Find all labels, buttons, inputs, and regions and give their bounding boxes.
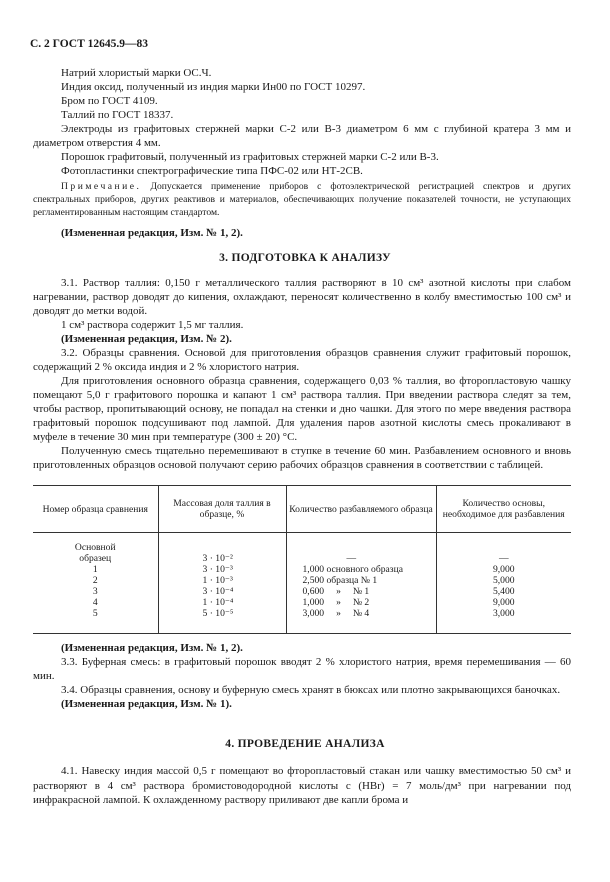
table-cell: 5 · 10⁻⁵ xyxy=(202,608,234,619)
table-cell: 5,000 xyxy=(492,575,515,586)
note-text: Допускается применение приборов с фотоэлектрической регистрацией спектров и других спектральных приборов, других реактивов и материалов, обеспечивающих получение показателей точности, не уступающих регламентированным настоящим стандартом. xyxy=(33,181,571,218)
table-header: Массовая доля таллия в образце, % xyxy=(158,486,286,533)
note-block xyxy=(33,180,571,219)
page-header: С. 2 ГОСТ 12645.9—83 xyxy=(30,38,149,50)
table-header: Количество разбавляемого образца xyxy=(286,486,436,533)
material-item: Фотопластинки спектрографические типа ПФС-02 или НТ-2СВ. xyxy=(61,165,363,177)
note-label: Примечание. xyxy=(61,181,142,192)
material-item: Электроды из графитовых стержней марки С-2 или В-3 диаметром 6 мм с глубиной кратера 3 мм и диаметром отверстия 4 мм. xyxy=(33,123,571,149)
paragraph-3-1: 3.1. Раствор таллия: 0,150 г металлического таллия растворяют в 10 см³ азотной кислоты при слабом нагревании, раствор доводят до кипения, охлаждают, переносят количественно в колбу вместимостью 100 см³ и доводят до метки водой. xyxy=(33,277,571,317)
table-cell: Основной xyxy=(74,542,116,553)
materials-list xyxy=(33,66,571,178)
material-item: Натрий хлористый марки ОС.Ч. xyxy=(61,67,212,79)
table-cell xyxy=(287,542,436,553)
table-cell: 0,600 » № 1 xyxy=(302,586,370,597)
table-cell: 2,500 образца № 1 xyxy=(302,575,378,586)
edit-note: (Измененная редакция, Изм. № 1). xyxy=(61,698,232,710)
edit-note: (Измененная редакция, Изм. № 1, 2). xyxy=(61,227,243,239)
table-cell: 4 xyxy=(92,597,98,608)
table-cell: — xyxy=(498,553,509,564)
samples-table xyxy=(33,485,571,634)
table-cell: 5 xyxy=(92,608,98,619)
table-cell: 9,000 xyxy=(492,597,515,608)
section-3-title: 3. ПОДГОТОВКА К АНАЛИЗУ xyxy=(219,252,391,264)
paragraph-4-1: 4.1. Навеску индия массой 0,5 г помещают во фторопластовый стакан или чашку вместимостью 50 см³ и растворяют в 4 см³ раствора бромистоводородной кислоты c (HBr) = 7 моль/дм³ при нагревании под инфракрасной лампой. К охлажденному раствору приливают две капли брома и xyxy=(33,765,571,806)
table-header-row xyxy=(33,486,571,533)
table-cell: 3 · 10⁻² xyxy=(202,553,233,564)
paragraph-3-2c: Полученную смесь тщательно перемешивают в ступке в течение 60 мин. Разбавлением основного и вновь приготовленных образцов основой получают серию рабочих образцов сравнения в соответствии с таблицей. xyxy=(33,445,571,471)
base-amount-column xyxy=(436,533,571,620)
material-item: Индия оксид, полученный из индия марки Ин00 по ГОСТ 10297. xyxy=(61,81,366,93)
table-cell xyxy=(159,542,286,553)
table-cell: 3 · 10⁻⁴ xyxy=(202,586,234,597)
edit-note: (Измененная редакция, Изм. № 2). xyxy=(61,333,232,345)
table-cell: 3 · 10⁻³ xyxy=(202,564,233,575)
material-item: Таллий по ГОСТ 18337. xyxy=(61,109,174,121)
diluted-sample-column xyxy=(286,533,436,620)
table-cell xyxy=(437,542,572,553)
edit-note: (Измененная редакция, Изм. № 1, 2). xyxy=(61,642,243,654)
table-cell: 1 · 10⁻⁴ xyxy=(202,597,234,608)
table-cell: 2 xyxy=(92,575,98,586)
material-item: Бром по ГОСТ 4109. xyxy=(61,95,158,107)
table-row xyxy=(33,619,571,634)
table-cell: 1,000 основного образца xyxy=(302,564,403,575)
section-4-title: 4. ПРОВЕДЕНИЕ АНАЛИЗА xyxy=(225,738,385,750)
paragraph-3-3: 3.3. Буферная смесь: в графитовый порошок вводят 2 % хлористого натрия, время перемешивания — 60 мин. xyxy=(33,656,571,682)
table-cell: 5,400 xyxy=(492,586,515,597)
table-row xyxy=(33,533,571,620)
table-header: Количество основы, необходимое для разбавления xyxy=(436,486,571,533)
table-header: Номер образца сравнения xyxy=(33,486,158,533)
table-cell: 3,000 » № 4 xyxy=(302,608,370,619)
section-3-tail xyxy=(33,641,571,711)
table-cell: 1 · 10⁻³ xyxy=(202,575,233,586)
paragraph-3-2b: Для приготовления основного образца сравнения, содержащего 0,03 % таллия, во фторопластовую чашку помещают 5,0 г графитового порошка и капают 1 см³ раствора таллия. При введении раствора следят за тем, чтобы раствор, пропитывающий основу, не попадал на стенки и дно чашки. Для этого по мере введения раствора графитовый порошок подсушивают под лампой. Для удаления паров азотной кислоты смесь прокаливают в муфеле в течение 30 мин при температуре (300 ± 20) °С. xyxy=(33,375,571,443)
paragraph-3-4: 3.4. Образцы сравнения, основу и буферную смесь хранят в бюксах или плотно закрывающихся баночках. xyxy=(61,684,561,696)
paragraph-3-2: 3.2. Образцы сравнения. Основой для приготовления образцов сравнения служит графитовый порошок, содержащий 2 % оксида индия и 2 % хлористого натрия. xyxy=(33,347,571,373)
table-cell: 3 xyxy=(92,586,98,597)
table-cell: образец xyxy=(79,553,112,564)
table-cell: — xyxy=(346,553,357,564)
paragraph-3-1b: 1 см³ раствора содержит 1,5 мг таллия. xyxy=(61,319,244,331)
section-3-body xyxy=(33,276,571,472)
table-cell: 9,000 xyxy=(492,564,515,575)
table-cell: 3,000 xyxy=(492,608,515,619)
thallium-fraction-column xyxy=(158,533,286,620)
table-cell: 1,000 » № 2 xyxy=(302,597,370,608)
material-item: Порошок графитовый, полученный из графитовых стержней марки С-2 или В-3. xyxy=(61,151,439,163)
sample-number-column xyxy=(33,533,158,620)
table-cell: 1 xyxy=(92,564,98,575)
